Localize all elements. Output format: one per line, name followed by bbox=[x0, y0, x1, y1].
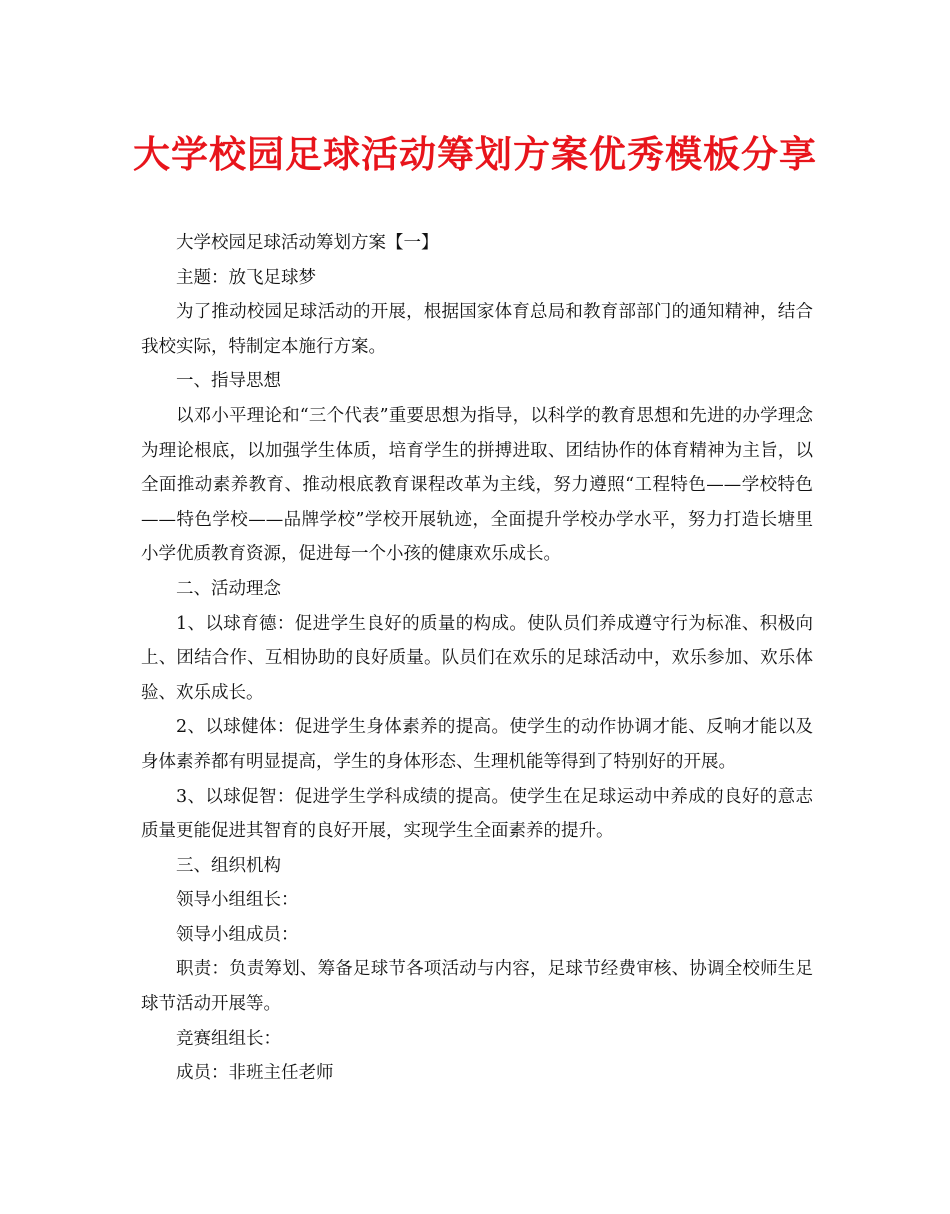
document-title: 大学校园足球活动筹划方案优秀模板分享 bbox=[133, 132, 817, 176]
guiding-ideology-paragraph: 以邓小平理论和“三个代表”重要思想为指导，以科学的教育思想和先进的办学理念为理论根底，以加强学生体质，培育学生的拼搏进取、团结协作的体育精神为主旨，以全面推动素养教育、推动根底教育课程改革为主线，努力遵照“工程特色——学校特色——特色学校——品牌学校”学校开展轨迹，全面提升学校办学水平，努力打造长塘里小学优质教育资源，促进每一个小孩的健康欢乐成长。 bbox=[141, 405, 813, 565]
heading-activity-concept: 二、活动理念 bbox=[176, 578, 281, 599]
concept-item-morality: 1、以球育德：促进学生良好的质量的构成。使队员们养成遵守行为标准、积极向上、团结合作、互相协助的良好质量。队员们在欢乐的足球活动中，欢乐参加、欢乐体验、欢乐成长。 bbox=[141, 613, 813, 703]
responsibilities-paragraph: 职责：负责筹划、筹备足球节各项活动与内容，足球节经费审核、协调全校师生足球节活动开展等。 bbox=[141, 959, 813, 1015]
leader-group-members: 领导小组成员： bbox=[176, 924, 299, 945]
intro-paragraph: 为了推动校园足球活动的开展，根据国家体育总局和教育部部门的通知精神，结合我校实际，特制定本施行方案。 bbox=[141, 302, 813, 357]
heading-guiding-ideology: 一、指导思想 bbox=[176, 371, 281, 392]
concept-item-fitness: 2、以球健体：促进学生身体素养的提高。使学生的动作协调才能、反响才能以及身体素养都有明显提高，学生的身体形态、生理机能等得到了特别好的开展。 bbox=[141, 717, 813, 772]
heading-organization: 三、组织机构 bbox=[176, 855, 281, 876]
concept-item-intellect: 3、以球促智：促进学生学科成绩的提高。使学生在足球运动中养成的良好的意志质量更能促进其智育的良好开展，实现学生全面素养的提升。 bbox=[141, 786, 813, 842]
competition-group-head: 竞赛组组长： bbox=[176, 1028, 281, 1049]
theme-line: 主题：放飞足球梦 bbox=[176, 267, 316, 288]
leader-group-head: 领导小组组长： bbox=[176, 890, 299, 911]
competition-group-members: 成员：非班主任老师 bbox=[176, 1063, 334, 1084]
document-body bbox=[141, 226, 813, 1091]
section-heading-plan-one: 大学校园足球活动筹划方案【一】 bbox=[176, 233, 439, 253]
